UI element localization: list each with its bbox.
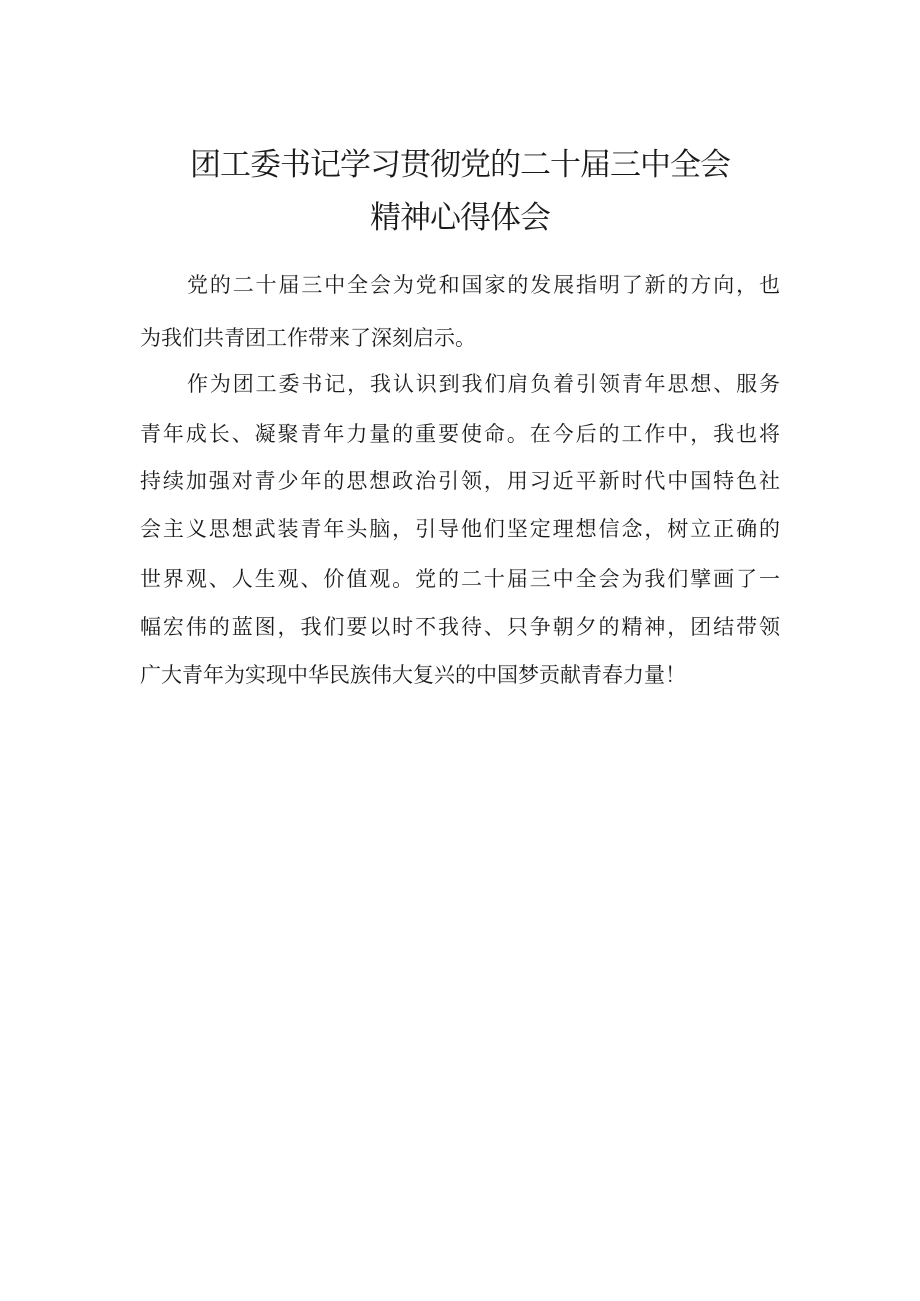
paragraph-1-line-1: 党的二十届三中全会为党和国家的发展指明了新的方向，也 <box>187 273 780 297</box>
paragraph-2-line-3: 持续加强对青少年的思想政治引领，用习近平新时代中国特色社 <box>140 469 780 493</box>
paragraph-2-line-4: 会主义思想武装青年头脑，引导他们坚定理想信念，树立正确的 <box>140 517 780 541</box>
paragraph-2-line-5: 世界观、人生观、价值观。党的二十届三中全会为我们擘画了一 <box>140 567 780 591</box>
document-title-line-1: 团工委书记学习贯彻党的二十届三中全会 <box>190 147 730 183</box>
paragraph-2-line-6: 幅宏伟的蓝图，我们要以时不我待、只争朝夕的精神，团结带领 <box>140 615 780 639</box>
paragraph-2-line-1: 作为团工委书记，我认识到我们肩负着引领青年思想、服务 <box>187 372 780 396</box>
document-title-line-2: 精神心得体会 <box>370 200 550 236</box>
paragraph-2-line-2: 青年成长、凝聚青年力量的重要使命。在今后的工作中，我也将 <box>140 422 780 446</box>
paragraph-1-line-2: 为我们共青团工作带来了深刻启示。 <box>140 326 476 350</box>
paragraph-2-line-7: 广大青年为实现中华民族伟大复兴的中国梦贡献青春力量！ <box>140 663 686 687</box>
